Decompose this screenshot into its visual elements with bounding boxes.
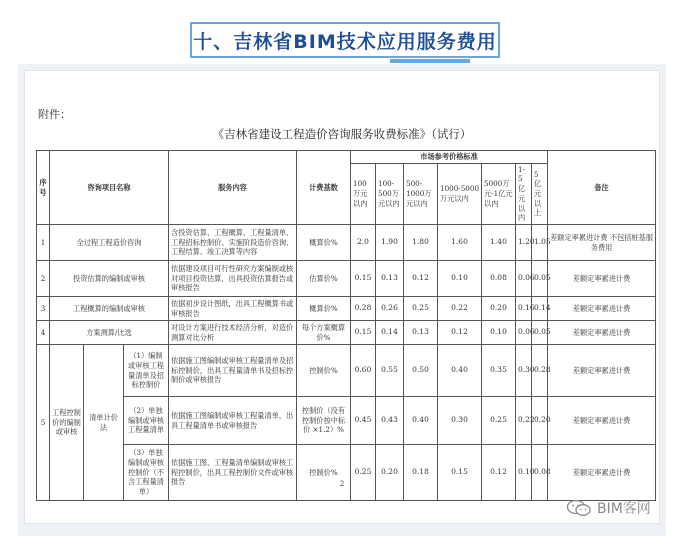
row-value: 0.06 — [516, 261, 532, 297]
row-value: 0.25 — [351, 445, 376, 501]
price-col-header: 500-1000万元以内 — [404, 163, 438, 224]
row-value: 0.40 — [404, 397, 438, 445]
row-service: 依据施工图编制或审核工程量清单及招标控制价，出具工程量清单书及招标控制价或审核报告 — [169, 345, 297, 397]
price-col-header: 1-5亿元以内 — [516, 163, 532, 224]
row-value: 0.10 — [482, 321, 516, 345]
row-value: 0.13 — [376, 261, 404, 297]
row-value: 0.12 — [482, 445, 516, 501]
row-value: 0.28 — [351, 297, 376, 321]
row-remark: 差额定率累进计费 — [548, 321, 656, 345]
row-service: 依据建设项目可行性研究方案编制或核对项目投资估算，出具投资估算报告或审核报告 — [169, 261, 297, 297]
row-base: 概算价% — [297, 297, 351, 321]
row-remark: 差额定率累进计费 — [548, 397, 656, 445]
row-value: 0.40 — [438, 345, 482, 397]
attachment-label: 附件： — [38, 108, 71, 121]
row-service: 含投资估算、工程概算、工程量清单、工程招标控制价、实施阶段造价咨询、工程结算、竣工决算等内容 — [169, 225, 297, 261]
row-value: 0.22 — [516, 397, 532, 445]
row-service: 依据初步设计图纸，出具工程概算书或审核报告 — [169, 297, 297, 321]
row-remark: 差额定率累进计费 — [548, 297, 656, 321]
row-value: 2.0 — [351, 225, 376, 261]
header-service: 服务内容 — [169, 151, 297, 225]
row-base: 估算价% — [297, 261, 351, 297]
fee-standard-table — [36, 150, 656, 501]
row-item: 工程概算的编制或审核 — [50, 297, 169, 321]
row-value: 0.15 — [351, 261, 376, 297]
header-remark: 备注 — [548, 151, 656, 225]
row-value: 0.35 — [482, 345, 516, 397]
row-value: 0.50 — [404, 345, 438, 397]
row-value: 1.05 — [532, 225, 548, 261]
row-value: 0.55 — [376, 345, 404, 397]
row-value: 0.12 — [438, 321, 482, 345]
watermark-text: BIM客网 — [597, 501, 651, 517]
row-value: 0.20 — [532, 397, 548, 445]
row-value: 0.15 — [438, 445, 482, 501]
table-row — [37, 397, 656, 445]
row-seq: 2 — [37, 261, 50, 297]
price-col-header: 5亿元以上 — [532, 163, 548, 224]
row-value: 1.90 — [376, 225, 404, 261]
table-row — [37, 445, 656, 501]
row-value: 0.18 — [404, 445, 438, 501]
row-value: 0.12 — [404, 261, 438, 297]
price-col-header: 100-500万元以内 — [376, 163, 404, 224]
row-subitem: （2）单独编制或审核工程量清单 — [124, 397, 169, 445]
row-value: 0.10 — [516, 445, 532, 501]
row-base: 控制价（没有控制价按中标价 ×1.2）% — [297, 397, 351, 445]
row-value: 0.30 — [438, 397, 482, 445]
row-value: 0.25 — [482, 397, 516, 445]
table-row — [37, 345, 656, 397]
row-value: 1.80 — [404, 225, 438, 261]
row-value: 0.25 — [404, 297, 438, 321]
row-remark: 差额定率累进计费 — [548, 345, 656, 397]
row-value: 0.05 — [532, 321, 548, 345]
document-title: 《吉林省建设工程造价咨询服务收费标准》（试行） — [212, 127, 472, 141]
row-remark: 差额定率累进计费 — [548, 445, 656, 501]
price-col-header: 100万元以内 — [351, 163, 376, 224]
row-group: 工程控制价的编制或审核 — [50, 345, 84, 501]
row-service: 依据施工图、工程量清单编制或审核工程控制价，出具工程控制价文件或审核报告 — [169, 445, 297, 501]
row-value: 0.22 — [438, 297, 482, 321]
row-subitem: （3）单独编制或审核控制价（不含工程量清单） — [124, 445, 169, 501]
header-item: 咨询项目名称 — [50, 151, 169, 225]
row-value: 0.08 — [532, 445, 548, 501]
section-banner — [190, 22, 500, 58]
price-col-header: 1000-5000万元以内 — [438, 163, 482, 224]
row-method: 清单计价法 — [84, 345, 124, 501]
price-col-header: 5000万元-1亿元以内 — [482, 163, 516, 224]
row-base: 概算价% — [297, 225, 351, 261]
row-remark: 差额定率累进计费 不包括桩基服务费用 — [548, 225, 656, 261]
row-value: 0.28 — [532, 345, 548, 397]
row-value: 0.45 — [351, 397, 376, 445]
row-value: 0.26 — [376, 297, 404, 321]
header-market: 市场参考价格标准 — [351, 151, 548, 164]
row-value: 0.20 — [482, 297, 516, 321]
page-number: 2 — [339, 480, 345, 488]
row-value: 1.40 — [482, 225, 516, 261]
row-value: 0.16 — [516, 297, 532, 321]
table-row — [37, 261, 656, 297]
row-service: 依据施工图编制或审核工程量清单，出具工程量清单书或审核报告 — [169, 397, 297, 445]
wechat-icon — [566, 499, 592, 517]
row-seq: 5 — [37, 345, 50, 501]
row-value: 1.20 — [516, 225, 532, 261]
row-value: 0.05 — [532, 261, 548, 297]
row-value: 0.43 — [376, 397, 404, 445]
header-base: 计费基数 — [297, 151, 351, 225]
row-value: 0.10 — [438, 261, 482, 297]
row-value: 0.15 — [351, 321, 376, 345]
table-row — [37, 297, 656, 321]
row-item: 全过程工程造价咨询 — [50, 225, 169, 261]
row-value: 0.20 — [376, 445, 404, 501]
row-value: 0.60 — [351, 345, 376, 397]
row-value: 0.08 — [482, 261, 516, 297]
row-seq: 3 — [37, 297, 50, 321]
row-value: 0.14 — [376, 321, 404, 345]
row-value: 0.14 — [532, 297, 548, 321]
row-seq: 1 — [37, 225, 50, 261]
row-value: 0.13 — [404, 321, 438, 345]
header-seq: 序号 — [37, 151, 50, 225]
row-service: 对设计方案进行技术经济分析，对造价测算对比分析 — [169, 321, 297, 345]
banner-title: 十、吉林省BIM技术应用服务费用 — [193, 30, 497, 53]
row-base: 控制价% — [297, 445, 351, 501]
watermark — [566, 498, 651, 518]
row-value: 1.60 — [438, 225, 482, 261]
row-subitem: （1）编制或审核工程量清单及招标控制价 — [124, 345, 169, 397]
table-row — [37, 225, 656, 261]
row-value: 0.06 — [516, 321, 532, 345]
row-seq: 4 — [37, 321, 50, 345]
row-base: 每个方案概算价% — [297, 321, 351, 345]
row-value: 0.30 — [516, 345, 532, 397]
row-item: 投资估算的编制或审核 — [50, 261, 169, 297]
table-row — [37, 321, 656, 345]
row-base: 控制价% — [297, 345, 351, 397]
row-remark: 差额定率累进计费 — [548, 261, 656, 297]
row-item: 方案测算/比选 — [50, 321, 169, 345]
